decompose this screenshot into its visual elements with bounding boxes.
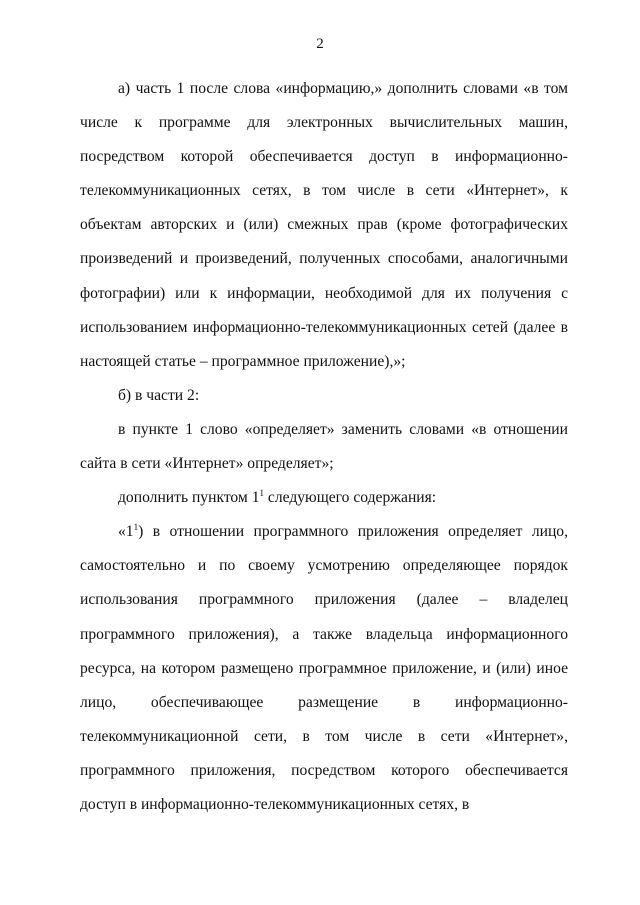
paragraph-a: а) часть 1 после слова «информацию,» дополнить словами «в том числе к программе для электронных вычислительных машин, посредством которой обеспечивается доступ в информационно-телекоммуникационных сетях, в том числе в сети «Интернет», к объектам авторских и (или) смежных прав (кроме фотографических произведений и произведений, полученных способами, аналогичными фотографии) или к информации, необходимой для их получения с использованием информационно-телекоммуникационных сетей (далее в настоящей статье – программное приложение),»; bbox=[80, 80, 568, 370]
paragraph-point-1-1-text: ) в отношении программного приложения определяет лицо, самостоятельно и по своему усмотрению определяющее порядок использования программного приложения (далее – владелец программного приложения), а также владельца информационного ресурса, на котором размещено программное приложение, и (или) иное лицо, обеспечивающее размещение в информационно-телекоммуникационной сети, в том числе в сети «Интернет», программного приложения, посредством которого обеспечивается доступ в информационно-телекоммуникационных сетях, в bbox=[80, 523, 568, 813]
paragraph-b: б) в части 2: bbox=[118, 386, 200, 404]
paragraph-add-point-text: дополнить пунктом 1 bbox=[118, 489, 260, 507]
paragraph-point-1-1-number: «1 bbox=[118, 523, 134, 541]
document-body bbox=[80, 72, 568, 822]
paragraph-point-1-1 bbox=[80, 515, 568, 822]
superscript: 1 bbox=[259, 488, 264, 499]
paragraph-add-point bbox=[80, 481, 568, 515]
superscript: 1 bbox=[133, 522, 139, 533]
page-number: 2 bbox=[316, 36, 324, 52]
paragraph-add-point-text-after: следующего содержания: bbox=[264, 489, 437, 507]
paragraph-point-1-amendment: в пункте 1 слово «определяет» заменить словами «в отношении сайта в сети «Интернет» определяет»; bbox=[80, 420, 568, 473]
